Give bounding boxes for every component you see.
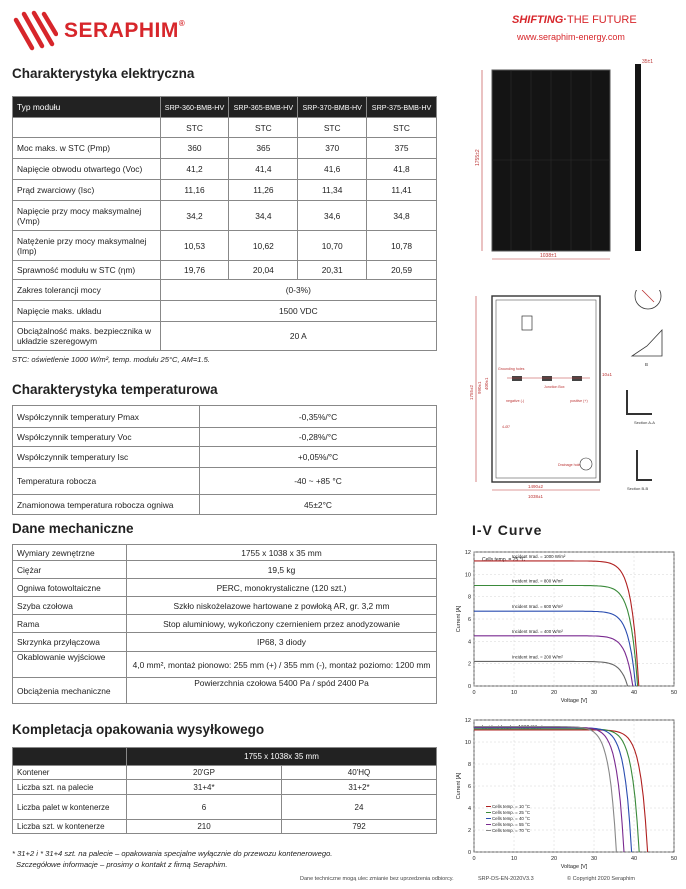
junction-box-label: Junction Box	[544, 385, 565, 389]
legend-label: Cells temp. = 25 °C	[492, 810, 530, 815]
table-row	[13, 597, 437, 615]
table-cell: 41,6	[298, 159, 367, 180]
table-row	[13, 280, 437, 301]
table-cell: 41,4	[229, 159, 298, 180]
table-cell: Współczynnik temperatury Isc	[13, 447, 200, 468]
table-cell: Liczba szt. w kontenerze	[13, 820, 127, 834]
col-header: SRP-365-BMB-HV	[229, 97, 298, 118]
table-cell	[13, 118, 161, 138]
table-cell: -0,35%/°C	[200, 406, 437, 428]
table-cell: Kontener	[13, 766, 127, 780]
y-tick-label: 10	[464, 740, 471, 746]
table-cell: 10,78	[367, 231, 437, 261]
offset-dim-label: 10±1	[602, 372, 612, 377]
table-cell: Prąd zwarciowy (Isc)	[13, 180, 161, 201]
table-cell: Współczynnik temperatury Voc	[13, 428, 200, 447]
y-tick-label: 0	[467, 684, 471, 690]
table-cell: Natężenie przy mocy maksymalnej (Imp)	[13, 231, 161, 261]
table-cell: Współczynnik temperatury Pmax	[13, 406, 200, 428]
table-cell: Stop aluminiowy, wykończony czernieniem przez anodyzowanie	[127, 615, 437, 633]
table-cell: Okablowanie wyjściowe	[13, 652, 127, 678]
table-cell: Znamionowa temperatura robocza ogniwa	[13, 495, 200, 515]
table-row	[13, 678, 437, 704]
temperature-title: Charakterystyka temperaturowa	[12, 382, 218, 397]
logo-mark-icon	[12, 10, 58, 52]
table-cell: 20'GP	[127, 766, 282, 780]
table-row	[13, 633, 437, 652]
col-header: SRP-375-BMB-HV	[367, 97, 437, 118]
y-tick-label: 6	[467, 784, 471, 790]
table-cell: 19,76	[160, 261, 229, 280]
back-width-dim: 1038±1	[528, 494, 543, 499]
section-aa-label: Section A-A	[634, 420, 655, 425]
y-tick-label: 6	[467, 617, 471, 623]
col-header: 1755 x 1038x 35 mm	[127, 748, 437, 766]
x-tick-label: 20	[550, 856, 558, 862]
table-cell: Ciężar	[13, 561, 127, 579]
table-cell: STC	[229, 118, 298, 138]
table-cell: 34,8	[367, 201, 437, 231]
front-depth-dim: 35±1	[642, 59, 654, 65]
table-cell: 360	[160, 138, 229, 159]
table-row	[13, 447, 437, 468]
table-cell: 11,26	[229, 180, 298, 201]
mechanical-title: Dane mechaniczne	[12, 521, 134, 536]
table-cell: Napięcie maks. układu	[13, 301, 161, 322]
section-bb-label: Section B-B	[627, 486, 649, 491]
table-cell: 792	[282, 820, 437, 834]
legend-label: Cells temp. = 10 °C	[492, 804, 530, 809]
y-tick-label: 4	[467, 806, 471, 812]
x-tick-label: 30	[590, 690, 598, 696]
table-row	[13, 820, 437, 834]
legend-label: Cells temp. = 40 °C	[492, 816, 530, 821]
table-cell: 11,16	[160, 180, 229, 201]
table-row	[13, 301, 437, 322]
x-tick-label: 10	[510, 690, 518, 696]
module-front-drawing	[470, 56, 670, 268]
table-header-row	[13, 97, 437, 118]
table-row	[13, 795, 437, 820]
x-tick-label: 0	[472, 690, 476, 696]
electrical-title: Charakterystyka elektryczna	[12, 66, 195, 81]
table-cell: Napięcie obwodu otwartego (Voc)	[13, 159, 161, 180]
table-cell: -40 ~ +85 °C	[200, 468, 437, 495]
table-cell: 20,31	[298, 261, 367, 280]
table-cell: 41,2	[160, 159, 229, 180]
table-cell: PERC, monokrystaliczne (120 szt.)	[127, 579, 437, 597]
table-cell: 10,70	[298, 231, 367, 261]
table-cell: 41,8	[367, 159, 437, 180]
table-cell: Skrzynka przyłączowa	[13, 633, 127, 652]
table-cell: 1500 VDC	[160, 301, 436, 322]
table-cell: 1755 x 1038 x 35 mm	[127, 545, 437, 561]
table-row	[13, 766, 437, 780]
table-cell: 6	[127, 795, 282, 820]
legend-label: Cells temp. = 55 °C	[492, 822, 530, 827]
front-width-dim: 1038±1	[540, 253, 557, 259]
table-row	[13, 118, 437, 138]
x-axis-label: Voltage [V]	[560, 698, 588, 704]
table-row	[13, 180, 437, 201]
negative-label: negative (-)	[506, 399, 525, 403]
table-cell: 31+2*	[282, 780, 437, 795]
x-axis-label: Voltage [V]	[560, 864, 588, 870]
legend-label: Incident Irrad. = 1000 W/m²	[512, 553, 566, 559]
table-cell: 20 A	[160, 322, 436, 351]
x-tick-label: 10	[510, 856, 518, 862]
table-cell: -0,28%/°C	[200, 428, 437, 447]
footer-disclaimer: Dane techniczne mogą ulec zmianie bez uprzedzenia odbiorcy.	[300, 876, 454, 882]
iv-curve-irradiance-chart	[452, 546, 682, 708]
table-row	[13, 322, 437, 351]
table-cell: 34,6	[298, 201, 367, 231]
table-cell: Powierzchnia czołowa 5400 Pa / spód 2400 Pa	[127, 678, 437, 704]
table-cell: Szkło niskożelazowe hartowane z powłoką AR, gr. 3,2 mm	[127, 597, 437, 615]
y-tick-label: 12	[464, 550, 471, 556]
slogan-rest: THE FUTURE	[567, 14, 637, 26]
y-tick-label: 10	[464, 572, 471, 579]
table-row	[13, 561, 437, 579]
x-tick-label: 50	[670, 856, 678, 862]
table-cell: Moc maks. w STC (Pmp)	[13, 138, 161, 159]
table-cell: 31+4*	[127, 780, 282, 795]
table-cell: 11,34	[298, 180, 367, 201]
footer-doc-code: SRP-DS-EN-2020V3.3	[478, 876, 534, 882]
y-tick-label: 8	[467, 594, 471, 601]
website[interactable]: www.seraphim-energy.com	[517, 32, 625, 42]
table-row	[13, 780, 437, 795]
table-cell: 4,0 mm², montaż pionowo: 255 mm (+) / 355 mm (-), montaż poziomo: 1200 mm	[127, 652, 437, 678]
table-row	[13, 495, 437, 515]
table-cell: (0-3%)	[160, 280, 436, 301]
table-cell: 20,04	[229, 261, 298, 280]
packaging-table	[12, 747, 437, 834]
legend-label: Incident Irrad. = 200 W/m²	[512, 654, 563, 660]
table-cell: 10,53	[160, 231, 229, 261]
table-row	[13, 138, 437, 159]
y-tick-label: 8	[467, 762, 471, 768]
stc-note: STC: oświetlenie 1000 W/m², temp. modułu 25°C, AM=1.5.	[12, 355, 210, 364]
table-row	[13, 652, 437, 678]
table-cell: 34,2	[160, 201, 229, 231]
positive-label: positive (+)	[570, 399, 588, 403]
y-tick-label: 12	[464, 718, 471, 724]
table-cell: STC	[160, 118, 229, 138]
col-header: SRP-370-BMB-HV	[298, 97, 367, 118]
drainage-hole-label: Drainage hole	[558, 463, 581, 467]
back-mount-width-dim: 1490±2	[528, 484, 543, 489]
legend-label: Incident Irrad. = 400 W/m²	[512, 628, 563, 634]
table-cell: +0,05%/°C	[200, 447, 437, 468]
chart-annotation: Incident Irrad. = 1000 W/m²	[482, 725, 543, 731]
table-cell: 375	[367, 138, 437, 159]
col-header: SRP-360-BMB-HV	[160, 97, 229, 118]
table-cell: Napięcie przy mocy maksymalnej (Vmp)	[13, 201, 161, 231]
brand-name: SERAPHIM	[64, 19, 179, 42]
temperature-table	[12, 405, 437, 515]
table-cell: Rama	[13, 615, 127, 633]
table-cell: Szyba czołowa	[13, 597, 127, 615]
table-cell: Zakres tolerancji mocy	[13, 280, 161, 301]
y-tick-label: 4	[467, 639, 471, 646]
iv-curve-temperature-chart	[452, 714, 682, 874]
table-row	[13, 406, 437, 428]
legend-label: Cells temp. = 70 °C	[492, 828, 530, 833]
x-tick-label: 20	[550, 690, 558, 696]
x-tick-label: 40	[630, 856, 638, 862]
x-tick-label: 40	[630, 690, 638, 696]
x-tick-label: 50	[670, 690, 678, 696]
table-row	[13, 261, 437, 280]
grounding-holes-label: Grounding holes	[498, 367, 525, 371]
table-row	[13, 201, 437, 231]
table-row	[13, 231, 437, 261]
table-row	[13, 579, 437, 597]
iv-curve-title: I-V Curve	[472, 522, 543, 538]
table-cell: STC	[298, 118, 367, 138]
packaging-note-2: Szczegółowe informacje – prosimy o kontakt z firmą Seraphim.	[16, 860, 228, 869]
module-back-drawing	[462, 290, 677, 505]
legend-label: Incident Irrad. = 600 W/m²	[512, 604, 563, 610]
table-cell: 24	[282, 795, 437, 820]
y-tick-label: 2	[467, 828, 471, 834]
table-cell: 210	[127, 820, 282, 834]
table-cell: 20,59	[367, 261, 437, 280]
electrical-table	[12, 96, 437, 351]
table-header-row	[13, 748, 437, 766]
table-cell: 34,4	[229, 201, 298, 231]
front-height-dim: 1755±2	[475, 149, 481, 166]
table-cell: Obciążenia mechaniczne	[13, 678, 127, 704]
slogan-bold: SHIFTING	[512, 14, 564, 26]
table-row	[13, 615, 437, 633]
back-mount-dim: 990±1	[477, 381, 482, 394]
table-cell: Temperatura robocza	[13, 468, 200, 495]
mounting-holes-label: 4-Ø7	[502, 425, 510, 429]
table-row	[13, 468, 437, 495]
table-cell: Ogniwa fotowoltaiczne	[13, 579, 127, 597]
detail-b-label: B	[645, 362, 649, 367]
back-inner-dim: 400±1	[484, 377, 489, 390]
table-cell: Obciążalność maks. bezpiecznika w układzie szeregowym	[13, 322, 161, 351]
table-cell: Liczba szt. na palecie	[13, 780, 127, 795]
table-cell: 10,62	[229, 231, 298, 261]
packaging-note-1: * 31+2 i * 31+4 szt. na palecie – opakowania specjalne wyłącznie do przewozu kontenerowego.	[12, 849, 333, 858]
packaging-title: Kompletacja opakowania wysyłkowego	[12, 722, 265, 737]
table-cell: 19,5 kg	[127, 561, 437, 579]
chart-annotation: Cells temp. = 25 °C	[482, 557, 526, 563]
table-cell: 11,41	[367, 180, 437, 201]
table-row	[13, 428, 437, 447]
table-cell: STC	[367, 118, 437, 138]
table-cell: 365	[229, 138, 298, 159]
table-cell: Liczba palet w kontenerze	[13, 795, 127, 820]
table-cell: Sprawność modułu w STC (ηm)	[13, 261, 161, 280]
table-cell: 45±2°C	[200, 495, 437, 515]
table-cell: Wymiary zewnętrzne	[13, 545, 127, 561]
slogan: SHIFTING·THE FUTURE	[512, 14, 637, 26]
y-axis-label: Current [A]	[456, 772, 462, 800]
table-cell: 370	[298, 138, 367, 159]
footer-copyright: © Copyright 2020 Seraphim	[567, 876, 635, 882]
table-row	[13, 545, 437, 561]
back-height-dim: 1755±2	[469, 385, 474, 400]
y-tick-label: 2	[467, 661, 471, 668]
table-row	[13, 159, 437, 180]
y-tick-label: 0	[467, 850, 471, 856]
table-cell: 40'HQ	[282, 766, 437, 780]
legend-label: Incident Irrad. = 800 W/m²	[512, 578, 563, 584]
mechanical-table	[12, 544, 437, 704]
x-tick-label: 0	[472, 856, 476, 862]
y-axis-label: Current [A]	[456, 605, 462, 633]
x-tick-label: 30	[590, 856, 598, 862]
seraphim-logo: SERAPHIM®	[12, 10, 217, 52]
table-cell: IP68, 3 diody	[127, 633, 437, 652]
col-header: Typ modułu	[13, 97, 161, 118]
